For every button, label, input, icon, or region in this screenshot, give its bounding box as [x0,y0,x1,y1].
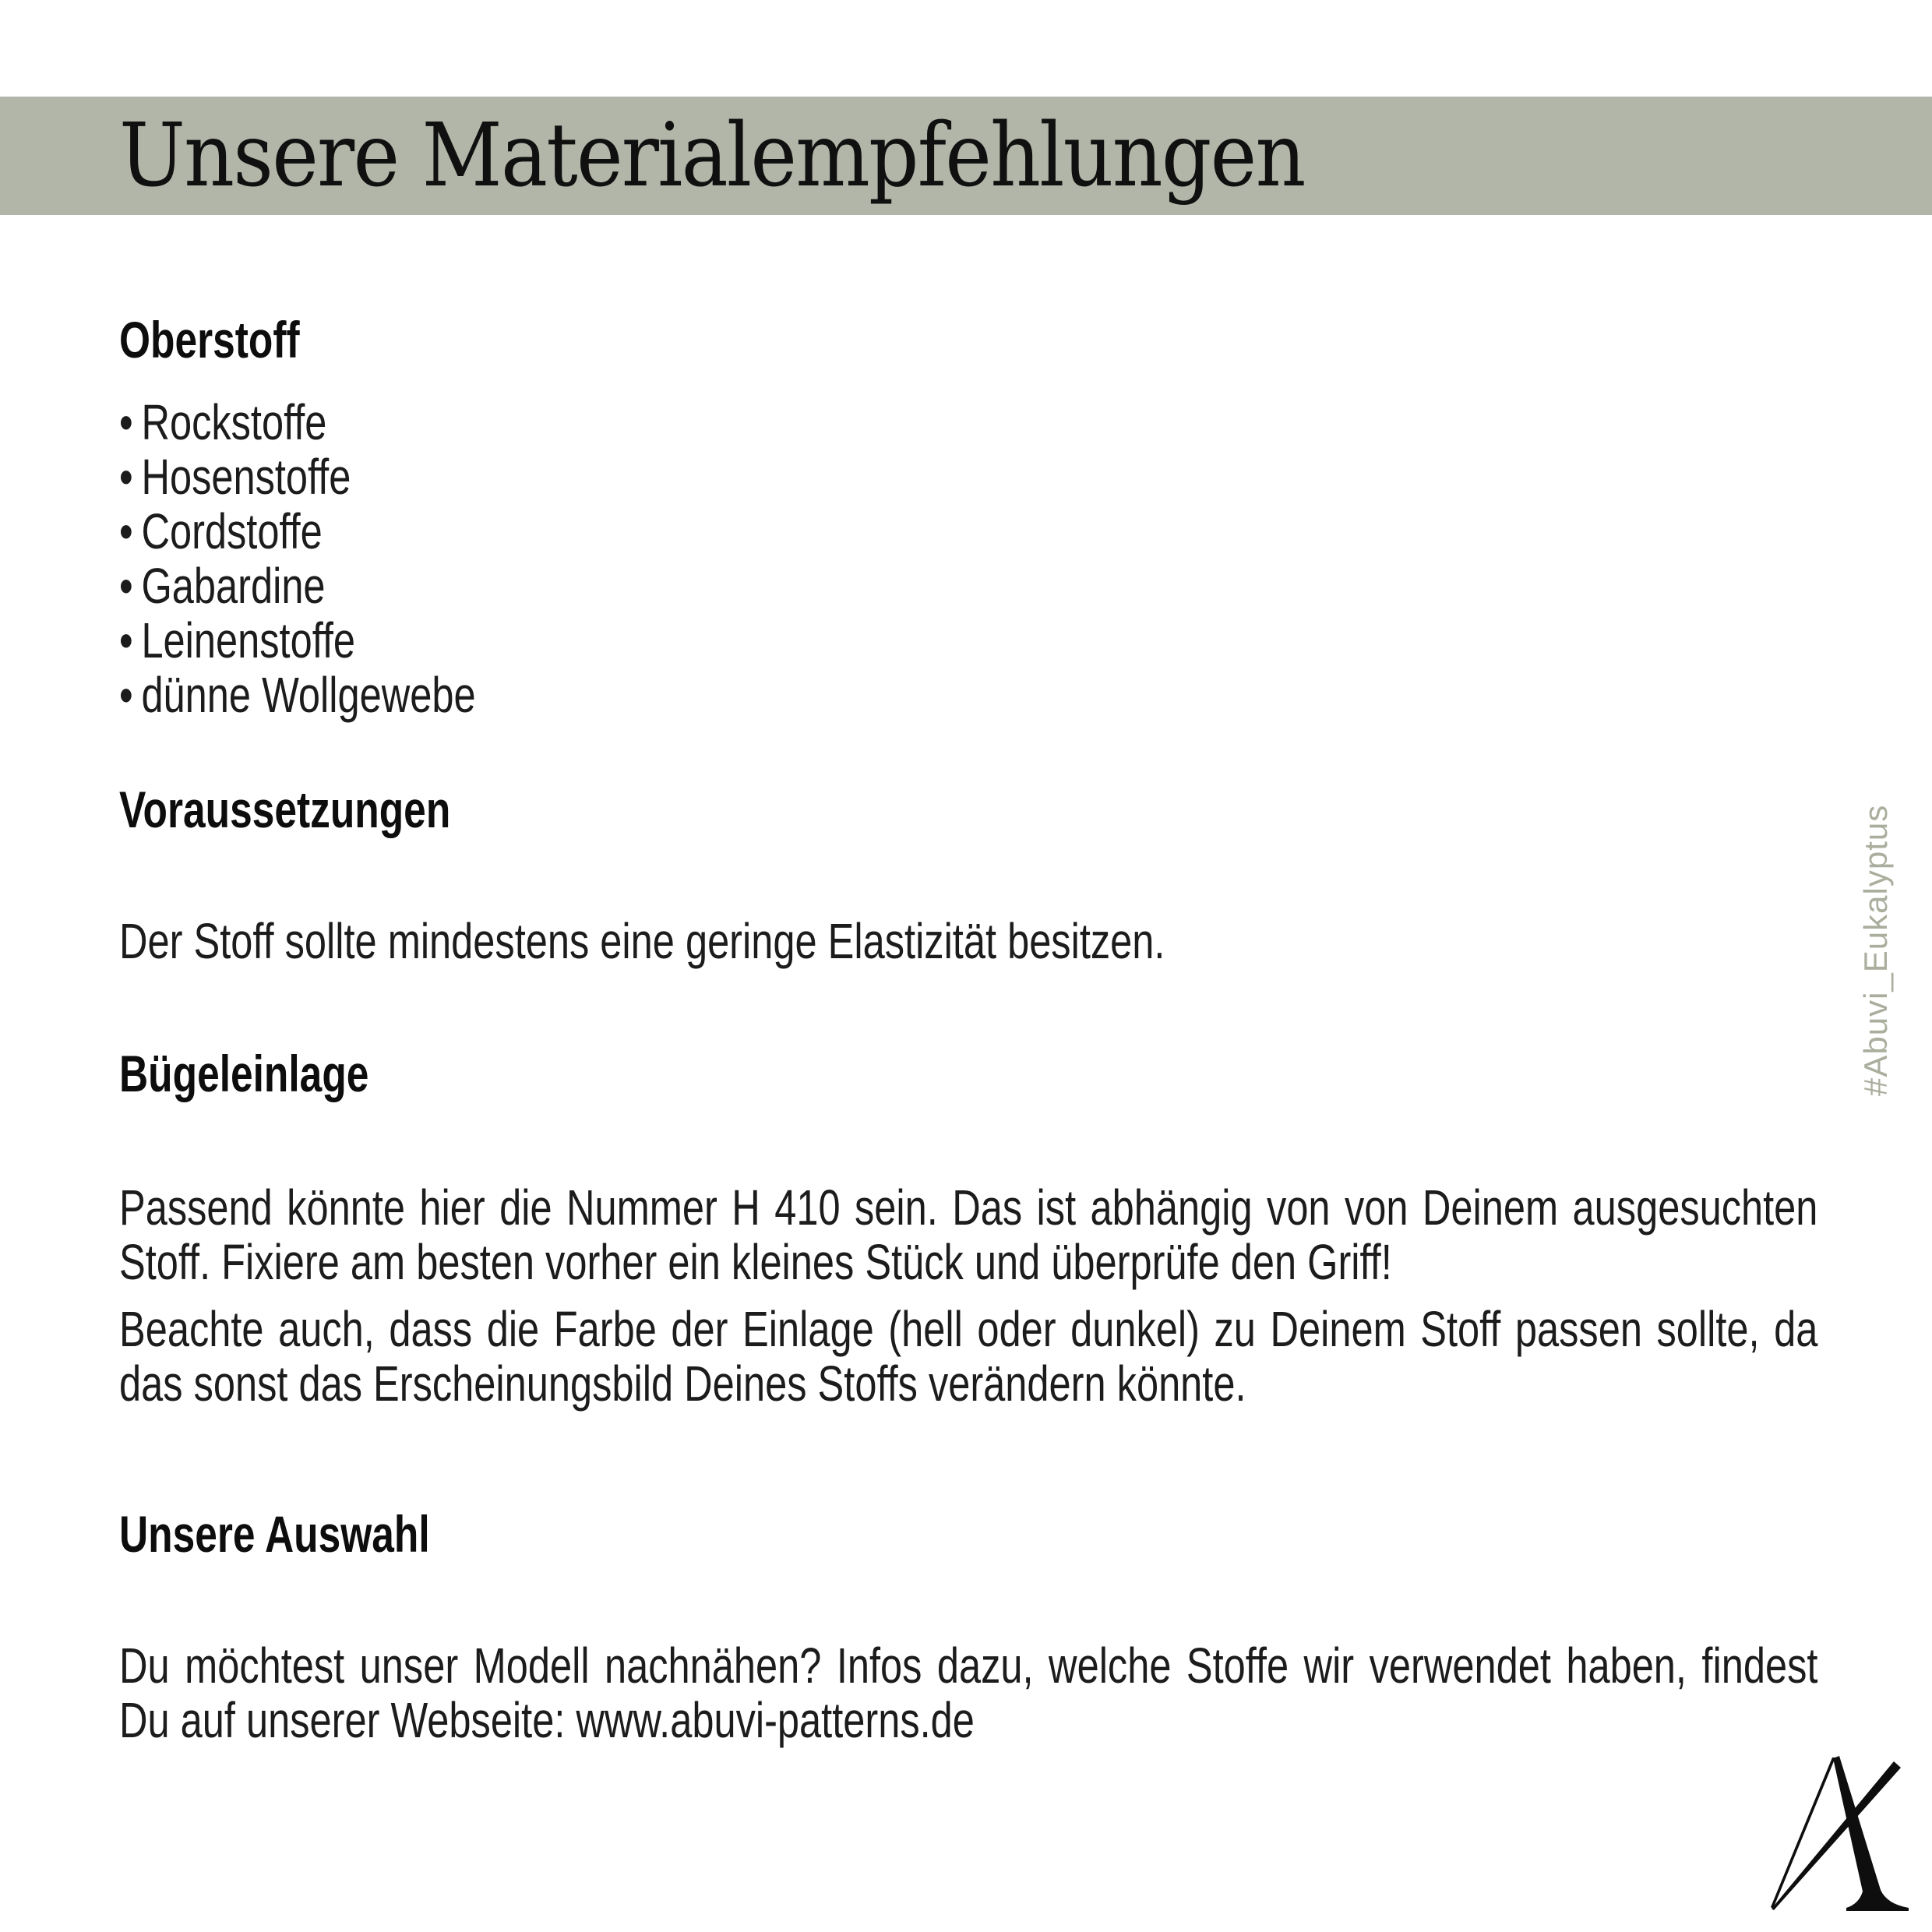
bullet-dot: • [119,612,133,668]
voraussetzungen-text: Der Stoff sollte mindestens eine geringe Elastizität besitzen. [119,913,1165,969]
auswahl-text: Du möchtest unser Modell nachnähen? Infos dazu, welche Stoffe wir verwendet haben, findest Du auf unserer Webseite: www.abuvi-patterns.de [119,1638,1818,1748]
section-heading-oberstoff: Oberstoff [119,311,300,368]
list-item-label: Rockstoffe [141,394,327,450]
abuvi-a-logo-icon [1762,1751,1914,1913]
bullet-dot: • [119,558,133,614]
section-heading-buegeleinlage: Bügeleinlage [119,1045,369,1102]
list-item-label: Hosenstoffe [141,449,351,505]
section-heading-auswahl: Unsere Auswahl [119,1505,430,1563]
list-item-label: dünne Wollgewebe [141,667,476,723]
list-item [119,504,476,559]
buegeleinlage-paragraph-1: Passend könnte hier die Nummer H 410 sein. Das ist abhängig von von Deinem ausgesuchten Stoff. Fixiere am besten vorher ein kleines Stück und überprüfe den Griff! [119,1179,1818,1290]
hashtag-watermark: #Abuvi_Eukalyptus [1857,804,1894,1096]
list-item [119,450,476,504]
list-item [119,395,476,450]
bullet-dot: • [119,667,133,723]
list-item [119,613,476,668]
bullet-dot: • [119,449,133,505]
buegeleinlage-paragraph-2: Beachte auch, dass die Farbe der Einlage (hell oder dunkel) zu Deinem Stoff passen sollte, da das sonst das Erscheinungsbild Deines Stoffs verändern könnte. [119,1301,1818,1412]
list-item [119,559,476,613]
list-item-label: Cordstoffe [141,503,323,559]
fabric-list [119,395,476,722]
list-item-label: Leinenstoffe [141,612,356,668]
bullet-dot: • [119,503,133,559]
title-band [0,97,1932,215]
list-item-label: Gabardine [141,558,326,614]
list-item [119,668,476,722]
page-title: Unsere Materialempfehlungen [119,105,1305,206]
bullet-dot: • [119,394,133,450]
section-heading-voraussetzungen: Voraussetzungen [119,781,451,838]
